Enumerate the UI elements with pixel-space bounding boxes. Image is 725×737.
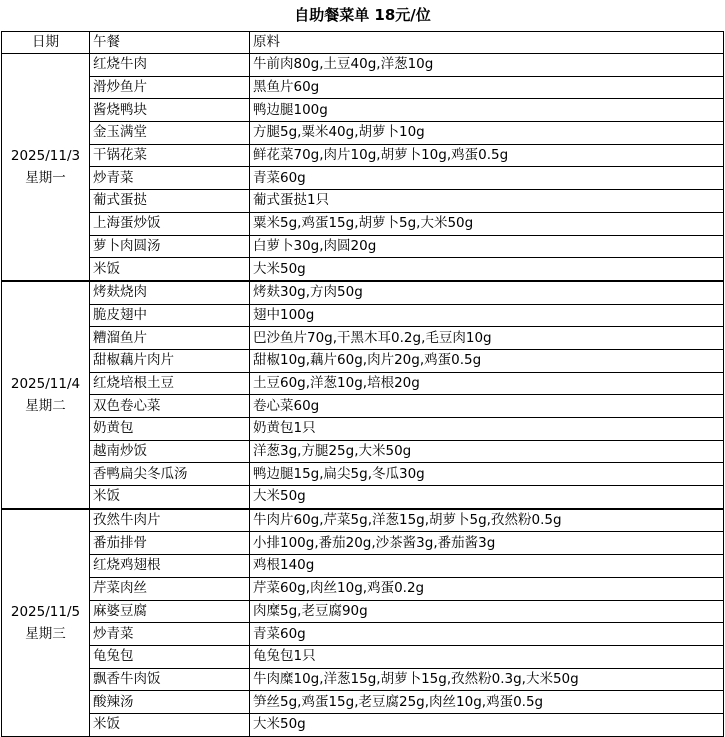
day-date: 2025/11/5 (10, 603, 81, 620)
dish-name: 香鸭扁尖冬瓜汤 (90, 463, 250, 486)
dish-name: 炒青菜 (90, 623, 250, 646)
day-date: 2025/11/4 (10, 375, 81, 392)
table-row (2, 212, 724, 235)
table-row (2, 190, 724, 213)
day-weekday: 星期三 (25, 625, 66, 642)
dish-ingredients: 葡式蛋挞1只 (250, 190, 724, 213)
dish-ingredients: 翅中100g (250, 304, 724, 327)
table-row (2, 600, 724, 623)
dish-name: 炒青菜 (90, 167, 250, 190)
table-row (2, 144, 724, 167)
menu-body (2, 54, 724, 737)
table-row (2, 623, 724, 646)
dish-ingredients: 白萝卜30g,肉圆20g (250, 235, 724, 258)
menu-table (1, 31, 724, 737)
dish-name: 芹菜肉丝 (90, 577, 250, 600)
dish-name: 米饭 (90, 713, 250, 736)
table-row (2, 167, 724, 190)
dish-name: 红烧牛肉 (90, 54, 250, 77)
table-row (2, 440, 724, 463)
header-row (2, 32, 724, 54)
dish-name: 飘香牛肉饭 (90, 668, 250, 691)
table-row (2, 713, 724, 736)
dish-name: 麻婆豆腐 (90, 600, 250, 623)
dish-ingredients: 大米50g (250, 258, 724, 281)
table-row (2, 76, 724, 99)
dish-name: 米饭 (90, 486, 250, 509)
dish-ingredients: 土豆60g,洋葱10g,培根20g (250, 372, 724, 395)
table-row (2, 668, 724, 691)
dish-ingredients: 烤麸30g,方肉50g (250, 281, 724, 304)
dish-ingredients: 牛前肉80g,土豆40g,洋葱10g (250, 54, 724, 77)
table-row (2, 395, 724, 418)
table-row (2, 304, 724, 327)
dish-ingredients: 牛肉片60g,芹菜5g,洋葱15g,胡萝卜5g,孜然粉0.5g (250, 509, 724, 532)
dish-ingredients: 肉糜5g,老豆腐90g (250, 600, 724, 623)
dish-name: 红烧培根土豆 (90, 372, 250, 395)
dish-name: 滑炒鱼片 (90, 76, 250, 99)
day-date: 2025/11/3 (10, 147, 81, 164)
dish-name: 烤麸烧肉 (90, 281, 250, 304)
header-meal: 午餐 (90, 32, 250, 54)
table-row (2, 486, 724, 509)
dish-ingredients: 鲜花菜70g,肉片10g,胡萝卜10g,鸡蛋0.5g (250, 144, 724, 167)
dish-name: 越南炒饭 (90, 440, 250, 463)
table-row (2, 372, 724, 395)
dish-name: 甜椒藕片肉片 (90, 349, 250, 372)
table-row (2, 327, 724, 350)
dish-ingredients: 鸭边腿15g,扁尖5g,冬瓜30g (250, 463, 724, 486)
table-row (2, 691, 724, 714)
table-row (2, 235, 724, 258)
dish-name: 萝卜肉圆汤 (90, 235, 250, 258)
dish-name: 奶黄包 (90, 418, 250, 441)
dish-ingredients: 青菜60g (250, 167, 724, 190)
table-row (2, 349, 724, 372)
table-row (2, 509, 724, 532)
dish-ingredients: 鸡根140g (250, 555, 724, 578)
table-row (2, 645, 724, 668)
dish-name: 糟溜鱼片 (90, 327, 250, 350)
dish-ingredients: 洋葱3g,方腿25g,大米50g (250, 440, 724, 463)
dish-ingredients: 卷心菜60g (250, 395, 724, 418)
dish-name: 米饭 (90, 258, 250, 281)
dish-ingredients: 牛肉糜10g,洋葱15g,胡萝卜15g,孜然粉0.3g,大米50g (250, 668, 724, 691)
table-row (2, 463, 724, 486)
table-row (2, 532, 724, 555)
dish-name: 干锅花菜 (90, 144, 250, 167)
dish-name: 龟兔包 (90, 645, 250, 668)
dish-name: 金玉满堂 (90, 122, 250, 145)
dish-name: 双色卷心菜 (90, 395, 250, 418)
dish-ingredients: 奶黄包1只 (250, 418, 724, 441)
day-cell (2, 54, 90, 281)
table-row (2, 281, 724, 304)
dish-name: 葡式蛋挞 (90, 190, 250, 213)
day-cell (2, 509, 90, 736)
table-row (2, 54, 724, 77)
dish-name: 番茄排骨 (90, 532, 250, 555)
menu-title: 自助餐菜单 18元/位 (294, 6, 431, 24)
dish-name: 脆皮翅中 (90, 304, 250, 327)
dish-ingredients: 芹菜60g,肉丝10g,鸡蛋0.2g (250, 577, 724, 600)
dish-ingredients: 粟米5g,鸡蛋15g,胡萝卜5g,大米50g (250, 212, 724, 235)
dish-ingredients: 黑鱼片60g (250, 76, 724, 99)
table-row (2, 99, 724, 122)
table-row (2, 555, 724, 578)
header-date: 日期 (2, 32, 90, 54)
dish-ingredients: 大米50g (250, 713, 724, 736)
dish-ingredients: 方腿5g,粟米40g,胡萝卜10g (250, 122, 724, 145)
dish-ingredients: 大米50g (250, 486, 724, 509)
dish-ingredients: 巴沙鱼片70g,干黑木耳0.2g,毛豆肉10g (250, 327, 724, 350)
dish-name: 孜然牛肉片 (90, 509, 250, 532)
dish-name: 酸辣汤 (90, 691, 250, 714)
dish-ingredients: 青菜60g (250, 623, 724, 646)
table-row (2, 418, 724, 441)
table-row (2, 577, 724, 600)
header-ingredients: 原料 (250, 32, 724, 54)
day-cell (2, 281, 90, 509)
day-weekday: 星期一 (25, 169, 66, 186)
dish-ingredients: 龟兔包1只 (250, 645, 724, 668)
table-row (2, 258, 724, 281)
dish-ingredients: 小排100g,番茄20g,沙茶酱3g,番茄酱3g (250, 532, 724, 555)
dish-name: 红烧鸡翅根 (90, 555, 250, 578)
dish-ingredients: 甜椒10g,藕片60g,肉片20g,鸡蛋0.5g (250, 349, 724, 372)
dish-ingredients: 笋丝5g,鸡蛋15g,老豆腐25g,肉丝10g,鸡蛋0.5g (250, 691, 724, 714)
dish-name: 上海蛋炒饭 (90, 212, 250, 235)
day-weekday: 星期二 (25, 397, 66, 414)
table-row (2, 122, 724, 145)
dish-ingredients: 鸭边腿100g (250, 99, 724, 122)
dish-name: 酱烧鸭块 (90, 99, 250, 122)
